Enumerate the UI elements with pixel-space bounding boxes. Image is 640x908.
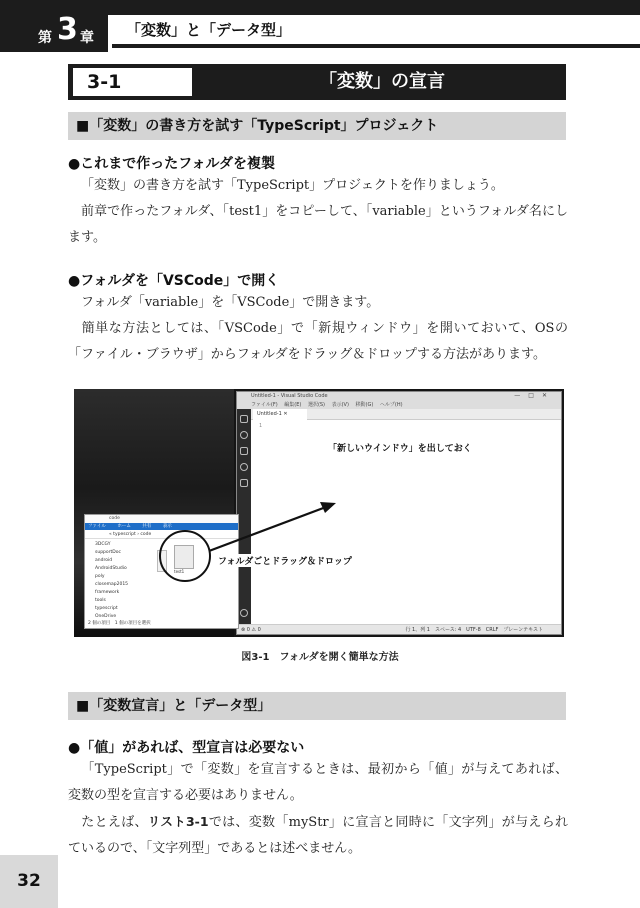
page-number: 32 [0,855,58,908]
ribbon-home[interactable]: ホーム [117,524,131,529]
close-icon[interactable]: ✕ [283,411,288,417]
tree-item[interactable]: typescript [95,606,118,611]
bullet-type-declaration: ●「値」があれば、型宣言は必要ない [68,740,305,756]
explorer-titlebar: code [85,515,238,523]
subheading-typescript-project: ■「変数」の書き方を試す「TypeScript」プロジェクト [68,112,566,140]
menu-go[interactable]: 移動(G) [355,402,374,408]
tree-item[interactable]: 3DCGY [95,542,111,547]
paragraph-text: 簡単な方法としては、「VSCode」で「新規ウィンドウ」を開いておいて、OSの「ファイル・ブラウザ」からフォルダをドラッグ＆ドロップする方法があります。 [68,321,568,362]
section-title: 「変数」の宣言 [319,71,445,92]
paragraph-text: 前章で作ったフォルダ、「test1」をコピーして、「variable」というフォルダ名にします。 [68,204,568,245]
paragraph-copy-test1 [68,199,568,251]
menu-view[interactable]: 表示(V) [331,402,349,408]
callout-drag-drop: フォルダごとドラッグ＆ドロップ [216,554,354,567]
tree-item[interactable]: android [95,558,113,563]
ribbon-file[interactable]: ファイル [88,524,106,529]
ribbon-view[interactable]: 表示 [162,524,172,529]
ribbon-share[interactable]: 共有 [142,524,152,529]
paragraph-text: フォルダ「variable」を「VSCode」で開きます。 [81,295,380,310]
tree-item[interactable]: supportDoc [95,550,121,555]
listing-reference: リスト3-1 [147,814,209,829]
bullet-open-vscode: ●フォルダを「VSCode」で開く [68,273,280,289]
paragraph-text: 「TypeScript」で「変数」を宣言するときは、最初から「値」が与えてあれば、変数の型を宣言する必要はありません。 [68,762,568,803]
tree-item[interactable]: closemap2015 [95,582,129,587]
paragraph-drag-drop-method [68,316,568,368]
drag-arrow [74,389,564,637]
paragraph-text-post: では、変数「myStr」に宣言と同時に「文字列」が与えられているので、「文字列型」であるとは述べません。 [68,815,568,856]
folder-label: test1 [174,569,185,574]
paragraph-text-pre: たとえば、 [81,815,148,830]
explorer-status: 2 個の項目 1 個の項目を選択 [88,621,151,626]
paragraph-text: 「変数」の書き方を試す「TypeScript」プロジェクトを作りましょう。 [81,178,504,193]
tree-item[interactable]: OneDrive [95,614,117,619]
tree-item[interactable]: framework [95,590,120,595]
section-title-box [68,64,566,100]
chapter-badge [0,0,108,52]
menu-help[interactable]: ヘルプ(H) [379,402,403,408]
window-controls[interactable]: —□✕ [514,392,555,399]
explorer-address-bar[interactable]: « typescript › code [85,530,238,539]
status-problems[interactable]: ⊗ 0 ⚠ 0 [241,627,261,633]
paragraph-list-example [68,809,568,862]
status-info[interactable]: 行 1、列 1 スペース: 4 UTF-8 CRLF プレーンテキスト [405,627,543,633]
menu-select[interactable]: 選択(S) [307,402,326,408]
menu-file[interactable]: ファイル(F) [251,402,278,408]
tree-item[interactable]: poly [95,574,105,579]
menu-edit[interactable]: 編集(E) [284,402,302,408]
paragraph-declare-variable [68,757,568,809]
chapter-prefix: 第 [38,30,52,46]
chapter-title: 「変数」と「データ型」 [126,21,292,39]
section-number: 3-1 [73,68,192,96]
chapter-suffix: 章 [80,30,94,46]
paragraph-create-project [68,173,568,199]
chapter-number: 3 [57,12,78,47]
tree-item[interactable]: AndroidStudio [95,566,127,571]
line-number: 1 [259,423,263,429]
tab-label: Untitled-1 [257,411,282,417]
figure-caption: 図3-1 フォルダを開く簡単な方法 [241,652,399,663]
chapter-rule [112,44,640,48]
figure-screenshot [74,389,564,637]
paragraph-open-folder [68,290,568,316]
tree-item[interactable]: tools [95,598,106,603]
vscode-titlebar: Untitled-1 - Visual Studio Code [237,392,561,401]
subheading-variable-declaration: ■「変数宣言」と「データ型」 [68,692,566,720]
bullet-copy-folder: ●これまで作ったフォルダを複製 [68,156,275,172]
callout-new-window: 「新しいウインドウ」を出しておく [326,441,474,454]
